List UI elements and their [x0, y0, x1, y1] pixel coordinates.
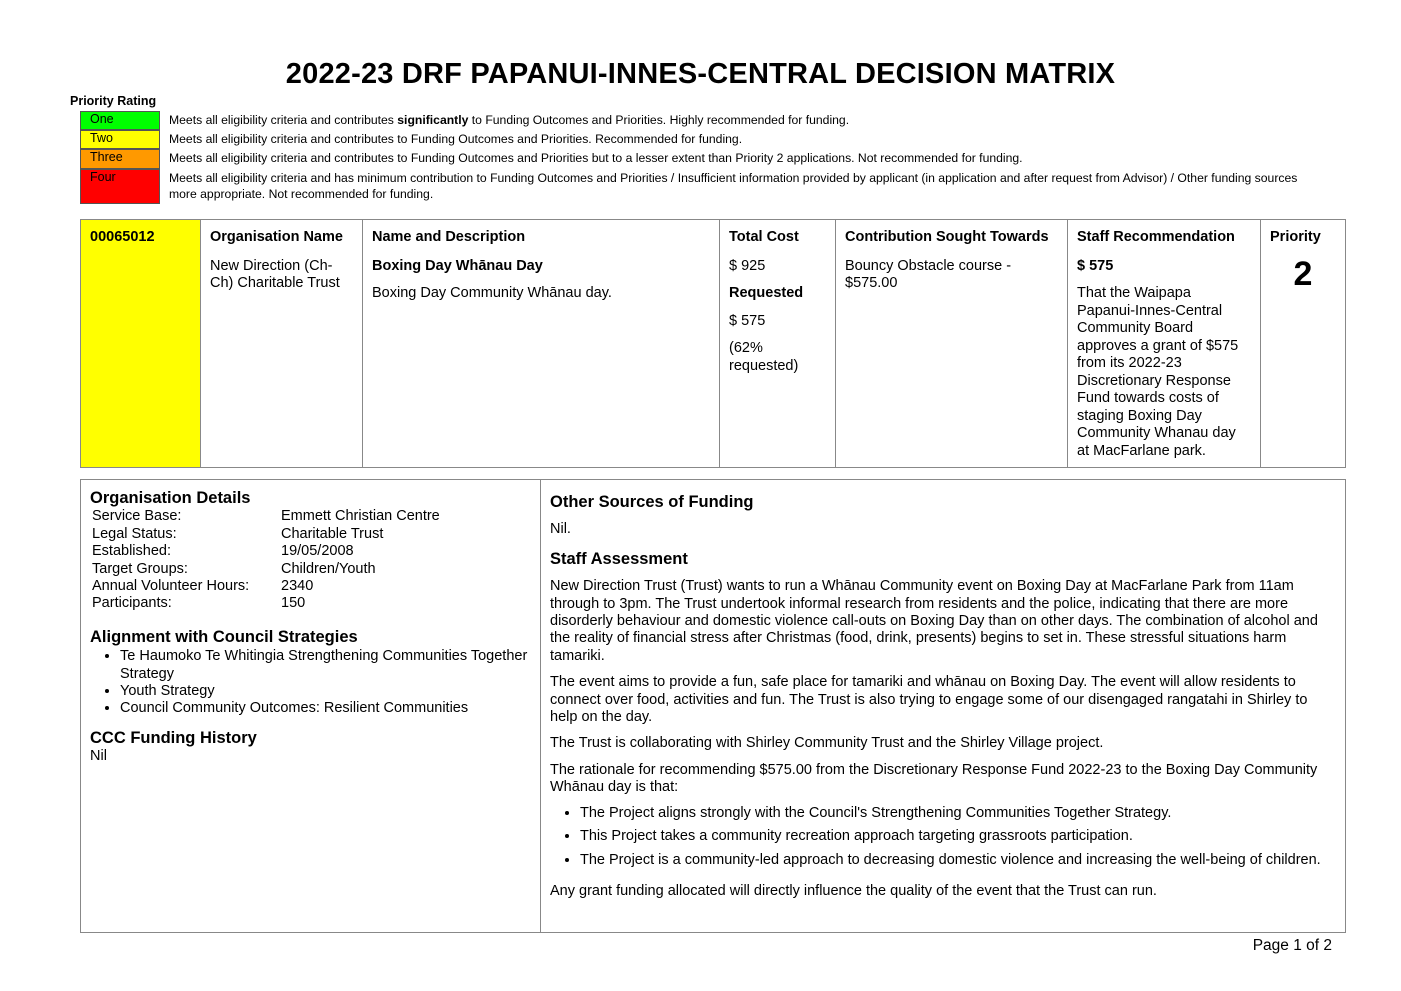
- detail-row: Established: 19/05/2008: [92, 543, 354, 560]
- priority-rating-label: Priority Rating: [70, 94, 157, 108]
- assessment-paragraph: The event aims to provide a fun, safe place for tamariki and whānau on Boxing Day. The event will allow residents to connect over food, activities and fun. The Trust is also trying to engage some of our disengaged rangatahi in Shirley to help on the day.: [550, 674, 1308, 726]
- name-description-header: Name and Description: [372, 229, 526, 245]
- org-name: New Direction (Ch-Ch) Charitable Trust: [210, 257, 340, 291]
- list-item: • Youth Strategy: [120, 683, 531, 700]
- total-cost: $ 925: [729, 257, 766, 274]
- org-name-cell: [201, 220, 363, 467]
- priority-swatch-three: Three: [80, 149, 160, 169]
- project-description: Boxing Day Community Whānau day.: [372, 285, 612, 301]
- detail-row: Service Base: Emmett Christian Centre: [92, 508, 440, 525]
- priority-desc-two: Meets all eligibility criteria and contributes to Funding Outcomes and Priorities. Recommended for funding.: [169, 132, 743, 146]
- detail-row: Legal Status: Charitable Trust: [92, 525, 384, 542]
- requested-percentage: (62% requested): [729, 340, 799, 374]
- priority-header: Priority: [1270, 229, 1321, 245]
- priority-swatch-two: Two: [80, 130, 160, 149]
- total-cost-header: Total Cost: [729, 229, 799, 245]
- alignment-list: [90, 648, 531, 718]
- funding-history-value: Nil: [90, 748, 107, 765]
- priority-desc-three: Meets all eligibility criteria and contributes to Funding Outcomes and Priorities but to a lesser extent than Priority 2 applications. Not recommended for funding.: [169, 151, 1023, 165]
- requested-amount: $ 575: [729, 312, 766, 329]
- priority-swatch-one: One: [80, 111, 160, 130]
- requested-label: Requested: [729, 285, 804, 301]
- detail-row: Participants: 150: [92, 595, 306, 612]
- priority-cell: [1261, 220, 1345, 467]
- staff-recommendation-cell: [1068, 220, 1261, 467]
- staff-assessment-heading: Staff Assessment: [550, 549, 688, 568]
- document-title: 2022-23 DRF PAPANUI-INNES-CENTRAL DECISION MATRIX: [285, 58, 1116, 90]
- priority-desc-one: Meets all eligibility criteria and contributes significantly to Funding Outcomes and Priorities. Highly recommended for funding.: [169, 113, 850, 127]
- page-number: Page 1 of 2: [1252, 937, 1332, 954]
- staff-recommendation-text: That the Waipapa Papanui-Innes-Central Community Board approves a grant of $575 from its 2022-23 Discretionary Response Fund towards costs of staging Boxing Day Community Whanau day at MacFarlane park.: [1077, 285, 1239, 459]
- application-id-cell: [81, 220, 201, 467]
- contribution-cell: [836, 220, 1068, 467]
- contribution-sought: Bouncy Obstacle course - $575.00: [845, 257, 1012, 291]
- staff-recommendation-amount: $ 575: [1077, 257, 1114, 274]
- assessment-paragraph: The Trust is collaborating with Shirley Community Trust and the Shirley Village project.: [550, 735, 1104, 752]
- assessment-paragraph: The rationale for recommending $575.00 from the Discretionary Response Fund 2022-23 to the Boxing Day Community Whānau day is that:: [550, 761, 1318, 796]
- name-description-cell: [363, 220, 720, 467]
- funding-history-heading: CCC Funding History: [90, 728, 257, 747]
- project-name: Boxing Day Whānau Day: [372, 257, 543, 274]
- assessment-pane: [541, 480, 1345, 932]
- list-item: • Council Community Outcomes: Resilient Communities: [120, 700, 531, 717]
- priority-desc-four: Meets all eligibility criteria and has minimum contribution to Funding Outcomes and Priorities / Insufficient information provided by applicant (in application and after request from Advisor) / Other funding sources more appropriate. Not recommended for funding.: [169, 171, 1298, 201]
- org-name-header: Organisation Name: [210, 229, 343, 245]
- priority-swatch-four: Four: [80, 169, 160, 204]
- assessment-paragraph: Any grant funding allocated will directly influence the quality of the event that the Trust can run.: [550, 882, 1157, 899]
- alignment-heading: Alignment with Council Strategies: [90, 627, 358, 646]
- list-item: • Te Haumoko Te Whitingia Strengthening Communities Together Strategy: [120, 648, 531, 683]
- staff-recommendation-header: Staff Recommendation: [1077, 229, 1235, 245]
- rationale-list: [550, 805, 1336, 869]
- decision-matrix-table: [80, 219, 1346, 468]
- assessment-paragraph: New Direction Trust (Trust) wants to run a Whānau Community event on Boxing Day at MacFarlane Park from 11am through to 3pm. The Trust undertook informal research from residents and the police, indicating that there are more disorderly behaviour and domestic violence call-outs on Boxing Day than on other days. The combination of alcohol and the reality of financial stress after Christmas (food, drink, presents) begins to set in. These stressful situations harm tamariki.: [550, 578, 1318, 664]
- list-item: • The Project aligns strongly with the Council's Strengthening Communities Together Strategy.: [580, 805, 1336, 822]
- org-details-heading: Organisation Details: [90, 489, 251, 507]
- list-item: • This Project takes a community recreation approach targeting grassroots participation.: [580, 828, 1336, 845]
- list-item: • The Project is a community-led approach to decreasing domestic violence and increasing the well-being of children.: [580, 852, 1336, 869]
- organisation-details-pane: [81, 480, 541, 932]
- detail-row: Annual Volunteer Hours: 2340: [92, 578, 314, 595]
- details-assessment-table: [80, 479, 1346, 933]
- other-sources-value: Nil.: [550, 521, 571, 538]
- application-id: 00065012: [90, 229, 155, 245]
- contribution-header: Contribution Sought Towards: [845, 229, 1049, 245]
- detail-row: Target Groups: Children/Youth: [92, 560, 376, 577]
- priority-value: 2: [1293, 254, 1313, 293]
- total-cost-cell: [720, 220, 836, 467]
- other-sources-heading: Other Sources of Funding: [550, 493, 754, 511]
